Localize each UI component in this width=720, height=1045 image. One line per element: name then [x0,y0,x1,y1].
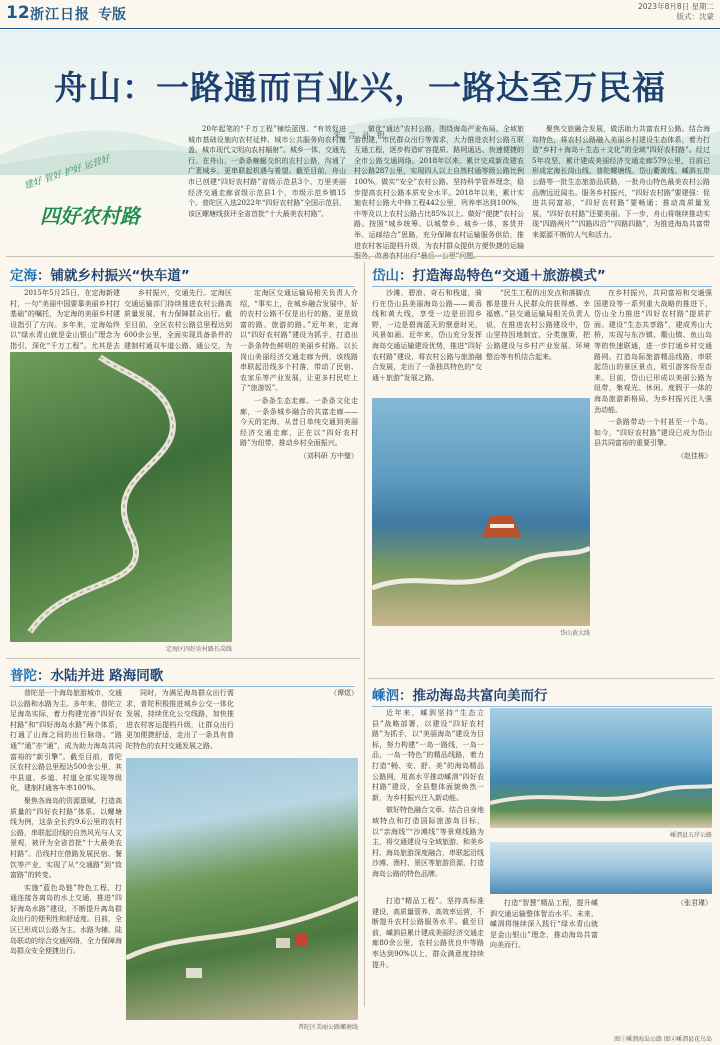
putuo-title: 水陆并进 路海同歌 [50,668,164,684]
center-column-divider [364,262,365,1007]
putuo-paragraph-4: 同时，为满足海岛群众出行需求，普陀积极推进城乡公交一体化发展，持续优化公交线路，加快推进农村客运提档升级，让群众出行更加便捷舒适，走出了一条具有普陀特色的农村交通发展之路。 [126,689,234,750]
intro-paragraph-1: 20年起笔的“千万工程”铺绘蓝图。“有效促进城市基础设施向农村延伸、城市公共服务向农村覆盖、城市现代文明向农村辐射”。城乡一体，交通先行。在舟山，一条条蜿蜒交织的农村公路，沟通了广袤城乡，更串联起机遇与希望。截至目前，舟山市已创建“四好农村路”省级示范县3个、万里美丽经济交通走廊省级示范县1个，市级示范乡镇15个。普陀区入选2022年“四好农村路”全国示范县，该区螺塘线获评全省首批“十大最美农村路”。 [188,125,346,218]
putuo-place: 普陀 [10,668,37,684]
page-number: 12 [6,3,30,23]
winding-road-graphic [10,352,232,642]
daishan-column-1 [372,288,482,394]
shengsi-column-1 [372,708,484,886]
coastal-road-graphic [126,758,358,1020]
putuo-column-3 [240,688,358,754]
intro-column-1 [188,124,346,244]
dinghai-paragraph-4: 一条条生态走廊、一条条文化走廊，一条条城乡融合的共富走廊——今天的定海，从昔日单纯交通到美丽经济交通走廊，正在以“四好农村路”为纽带，推动乡村全面振兴。 [240,396,358,448]
dinghai-title: 铺就乡村振兴“快车道” [50,268,190,284]
daishan-heading: 岱山：打造海岛特色“交通＋旅游模式” [372,264,712,287]
dinghai-paragraph-2: 乡村振兴，交通先行。定海区交通运输部门持续推进农村公路高质量发展，有力保障群众出行。截至目前，全区农村公路总里程达到600余公里，全面实现具备条件的建制村通双车道公路、通公交，为 [124,289,232,350]
issue-date: 2023年8月8日 星期二 [637,2,714,11]
bottom-photo-caption: 图①嵊泗海岛公路 图②嵊泗县花鸟岛 [614,1036,712,1043]
dinghai-paragraph-3: 定海区交通运输局相关负责人介绍，“事实上，在城乡融合发展中，好的农村公路不仅是出行的路，更是致富的路、旅游的路。”近年来，定海以“四好农村路”建设为抓手，打造出一条条特色鲜明的美丽乡村路。以长岗山美丽经济交通走廊为例，该线路串联起沿线多个村落，带动了民宿、农家乐等产业发展，让更多村民吃上了“旅游饭”。 [240,289,358,393]
shengsi-title: 推动海岛共富向美而行 [412,688,548,704]
shengsi-paragraph-2: 做好特色融合文章。结合自身地域特点和打造国际旅游岛目标，以“亲海线”“沙滩线”等景观线路为主，将交通建设与全域旅游、和美乡村、海岛旅游深度融合，串联起沿线沙滩、渔村、景区等旅游资源，打造海岛公路的特色品牌。 [372,806,484,878]
seaside-road-graphic [372,398,590,626]
section-name: 专版 [98,7,126,23]
editor-credit: 版式：沈蒙 [676,12,714,21]
putuo-paragraph-2: 聚焦各海岛的资源禀赋，打造高质量的“四好农村路”体系。以螺塘线为例，这条全长约9.6公里的农村公路，串联起沿线的自然风光与人文景观，被评为全省首批“十大最美农村路”。沿线村庄借路发展民宿、餐饮等产业，实现了从“交通路”到“致富路”的转变。 [10,796,122,880]
daishan-photo-caption: 岱山黄大线 [559,630,590,637]
island-road-graphic [490,708,712,828]
shengsi-paragraph-1: 近年来，嵊泗坚持“生态立县”战略部署，以建设“四好农村路”为抓手，以“美丽海岛”建设为目标，努力构建“一岛一路线，一岛一品，一岛一特色”的精品线路，着力打造“畅、安、舒、美”的海岛精品公路网，用高水平推动嵊泗“四好农村路”建设，全县整体面貌焕然一新，为乡村振兴注入新动能。 [372,709,484,802]
dinghai-credit: （刘科研 方中璧） [299,451,358,460]
logo-four-good-roads: 四好农村路 [40,204,140,228]
intro-column-3 [532,124,710,244]
byline: 朱 言 孙 银 [333,131,387,140]
daishan-column-2 [486,288,590,394]
daishan-photo [372,398,590,626]
shengsi-paragraph-4: 打造“智慧”精品工程，提升嵊泗交通运输整体智治水平。未来，嵊泗将继续深入践行“绿水青山就是金山银山”理念，推动海岛共富向美而行。 [490,899,598,950]
putuo-heading: 普陀：水陆并进 路海同歌 [10,664,355,687]
dinghai-heading: 定海：铺就乡村振兴“快车道” [10,264,355,287]
dinghai-photo-caption: 定海区四好农村路长岗线 [165,646,232,653]
intro-column-2 [354,124,524,250]
dinghai-paragraph-1: 2015年5月25日，在定海新建村，一句“美丽中国要靠美丽乡村打基础”的嘱托，为定海的美丽乡村建设指引了方向。多年来，定海始终以“绿水青山就是金山银山”理念为指引，深化“千万工程”。尤其是去 [10,289,120,350]
shengsi-heading: 嵊泗：推动海岛共富向美而行 [372,684,712,707]
page-headline: 舟山：一路通而百业兴，一路达至万民福 [54,68,666,107]
daishan-place: 岱山 [372,268,399,284]
putuo-column-2 [126,688,234,754]
intro-paragraph-3: 聚焦交旅融合发展，做活助力共富农村公路。结合海岛特色，将农村公路融入美丽乡村建设生态体系，着力打造“乡村＋海岛＋生态＋文化”的全域“四好农村路”。经过5年攻坚，累计建成美丽经济交通走廊579公里，目前已形成定海长岗山线、普陀螺塘线、岱山衢黄线、嵊泗五岸公路等一批生态旅游品质路，一批舟山特色最美农村公路品牌远近闻名。服务乡村振兴，“四好农村路”要建强：促进共同富裕，“四好农村路”要畅通；推动高质量发展，“四好农村路”还要美丽。下一步，舟山将继续推动实现“四路两片”“四路四沿”“四路四路”，为推进海岛共富带来源源不断的人气和活力。 [532,125,710,239]
shengsi-column-2 [372,896,484,1028]
date-line [638,2,714,22]
shengsi-place: 嵊泗 [372,688,399,704]
paper-name: 浙江日报 [30,7,90,23]
intro-paragraph-2: 做优“通达”农村公路，围绕海岛产业布局，全域旅游创建，市民群众出行等需求，大力推进农村公路互联互通工程，逐步构造旷容提质、路网通达、快速便捷的全市公路交通网络。2018年以来，累计完成新改建农村公路287公里，实现四人以上自然村通等级公路比例100%。做实“安全”农村公路。坚持科学管养理念，稳步提高农村公路本质安全水平。2018年以来，累计实施农村公路大中修工程442公里，列养率达到100%，中等及以上农村公路占比85%以上。做好“便捷”农村公路。按照“城乡统筹、以城带乡、城乡一体，客货并举、运邮结合”思路，充分保障农村运输服务供给，推进农村客运提档升级，为农村群众提供方便快捷的运输 [354,125,524,250]
daishan-paragraph-4: 一条路带动一个村甚至一个岛。如今，“四好农村路”建设已成为岱山县共同富裕的重要引擎。 [594,418,712,448]
dinghai-column-3 [240,288,358,648]
daishan-paragraph-3: 在乡村振兴，共同富裕和交通强国建设等一系列重大战略的推进下，岱山全力推进“四好农村路”提质扩面。建设“生态共享路”，建成秀山大桥，实现与东沙镇、衢山镇、鱼山岛等的快速联通，进一步打通乡村交通路网。打造岛际旅游精品线路，串联起岱山的景区景点，吸引游客纷至沓来。目前，岱山已形成以美丽公路为纽带，集观光、休闲、度假于一体的海岛旅游新格局，为乡村振兴注入强劲动能。 [594,289,712,414]
putuo-credit: （谭煜） [330,689,358,697]
logo-slogan: 建好 管好 护好 运营好 [23,154,112,192]
putuo-column-1 [10,688,122,1028]
daishan-credit: （赵佳栋） [677,451,712,460]
dinghai-photo [10,352,232,642]
shengsi-photo-2 [490,842,712,894]
putuo-paragraph-1: 普陀是一个海岛旅游城市，交通以公路和水路为主。多年来，普陀立足海岛实际，着力构建完善“四好农村路”和“四好海岛水路”两个体系，打通了山海之间的出行脉络。“路通”“通”亦“通”，成为助力海岛共同富裕的“新引擎”。截至目前，普陀区农村公路总里程达500余公里，其中县道、乡道、村道全部实现等级化，建制村通客车率100%。 [10,689,122,793]
putuo-photo [126,758,358,1020]
daishan-paragraph-2: “民生工程的出发点和落脚点都是提升人民群众的获得感、幸福感。”县交通运输局相关负责人说，在推进农村公路建设中，岱山坚持因地制宜、分类施策，把公路建设与乡村产业发展、环境整治等有机结合起来。 [486,289,590,361]
section-divider-top [6,256,714,257]
shengsi-credit: （张君瑾） [677,899,712,907]
shengsi-paragraph-3: 打造“精品工程”。坚持高标准建设、高质量管养、高效率运营，不断提升农村公路服务水平。截至目前，嵊泗县累计建成美丽经济交通走廊80余公里，农村公路优良中等路率达到90%以上，群众满意度持续提升。 [372,897,484,969]
dinghai-place: 定海 [10,268,37,284]
dinghai-putuo-divider [6,658,360,659]
putuo-photo-caption: 普陀区美丽公路螺塘线 [297,1024,358,1031]
shengsi-photo-1 [490,708,712,828]
daishan-shengsi-divider [368,678,714,679]
shengsi-photo-caption: 嵊泗县五岸公路 [669,832,712,839]
masthead [0,0,720,29]
daishan-column-3 [594,288,712,674]
daishan-title: 打造海岛特色“交通＋旅游模式” [412,268,606,284]
daishan-paragraph-1: 沙滩、碧浪、奇石和栈道，骑行在岱山县美丽海岛公路——黄岙线和黄大线，享受一边是田园乡野，一边是碧海蓝天的惬意时光，风景如画。近年来，岱山充分发挥海岛交通运输建设优势，推进“四好农村路”建设，将农村公路与旅游融合发展，走出了一条独具特色的“交通＋旅游”发展之路。 [372,289,482,382]
shengsi-column-3 [490,898,598,1028]
dinghai-column-1 [10,288,120,350]
putuo-paragraph-3: 实施“蓝色岛链”特色工程，打通连接各离岛的水上交通，推进“四好海岛水路”建设，不断提升离岛群众出行的便利性和舒适度。目前，全区已形成以公路为主、水路为辅、陆岛联动的综合交通网络，全力保障海岛群众安全便捷出行。 [10,883,122,956]
dinghai-column-2 [124,288,232,350]
shengsi-column-4 [602,898,712,1028]
